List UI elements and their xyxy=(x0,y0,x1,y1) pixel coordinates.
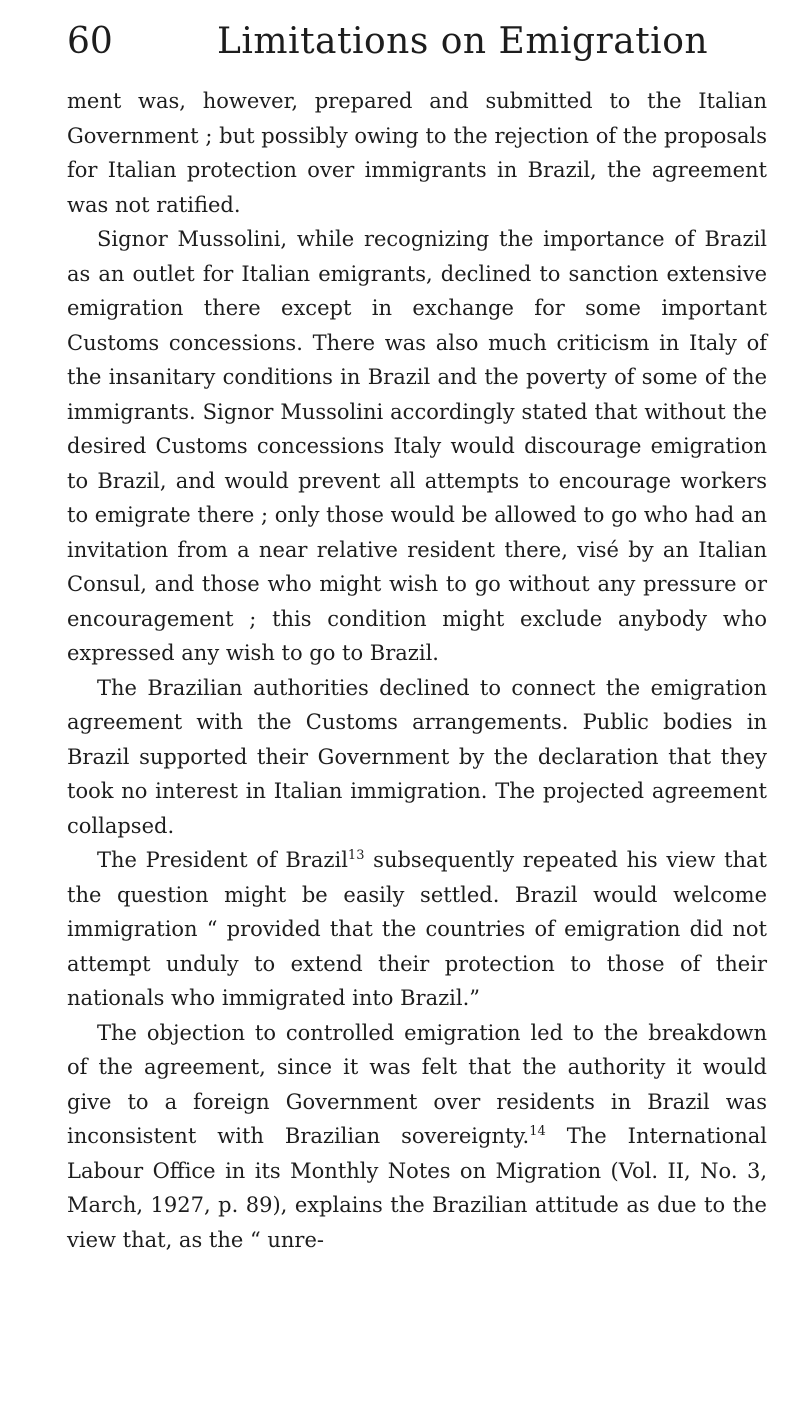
paragraph-objection xyxy=(67,1016,767,1258)
paragraph-text-after-footnote: subsequently repeated his view that the question might be easily settled. Brazil would welcome immigration “ provided that the countries of emigration did not attempt unduly to extend their protection to those of their nationals who immigrated into Brazil.” xyxy=(67,848,767,1010)
footnote-marker: 13 xyxy=(347,848,365,863)
paragraph-text-before-footnote: The President of Brazil xyxy=(97,848,348,872)
paragraph-mussolini: Signor Mussolini, while recognizing the importance of Brazil as an outlet for Italian emigrants, declined to sanction extensive emigration there except in exchange for some important Customs concessions. There was also much criticism in Italy of the insanitary conditions in Brazil and the poverty of some of the immigrants. Signor Mussolini accordingly stated that without the desired Customs concessions Italy would discourage emigration to Brazil, and would prevent all attempts to encourage workers to emigrate there ; only those would be allowed to go who had an invitation from a near relative resident there, visé by an Italian Consul, and those who might wish to go without any pressure or encouragement ; this condition might exclude anybody who expressed any wish to go to Brazil. xyxy=(67,227,767,665)
book-page xyxy=(67,20,767,1257)
page-header xyxy=(67,20,767,84)
body-text xyxy=(67,84,767,1257)
paragraph-text-before-footnote: The objection to controlled emigration led to the breakdown of the agreement, since it was felt that the authority it would give to a foreign Government over residents in Brazil was inconsistent with Brazilian sovereignty. xyxy=(67,1020,767,1148)
paragraph-text-after-footnote: The International Labour Office in its Monthly Notes on Migration (Vol. II, No. 3, March, 1927, p. 89), explains the Brazilian attitude as due to the view that, as the “ unre- xyxy=(67,1124,767,1252)
paragraph-continuation: ment was, however, prepared and submitted to the Italian Government ; but possibly owing to the rejection of the proposals for Italian protection over immigrants in Brazil, the agreement was not ratified. xyxy=(67,89,767,217)
footnote-marker: 14 xyxy=(529,1124,546,1139)
page-number: 60 xyxy=(67,21,113,62)
paragraph-president xyxy=(67,843,767,1016)
running-title: Limitations on Emigration xyxy=(217,21,709,62)
paragraph-brazilian-authorities: The Brazilian authorities declined to connect the emigration agreement with the Customs arrangements. Public bodies in Brazil supported their Government by the declaration that they took no interest in Italian immigration. The projected agreement collapsed. xyxy=(67,675,767,838)
